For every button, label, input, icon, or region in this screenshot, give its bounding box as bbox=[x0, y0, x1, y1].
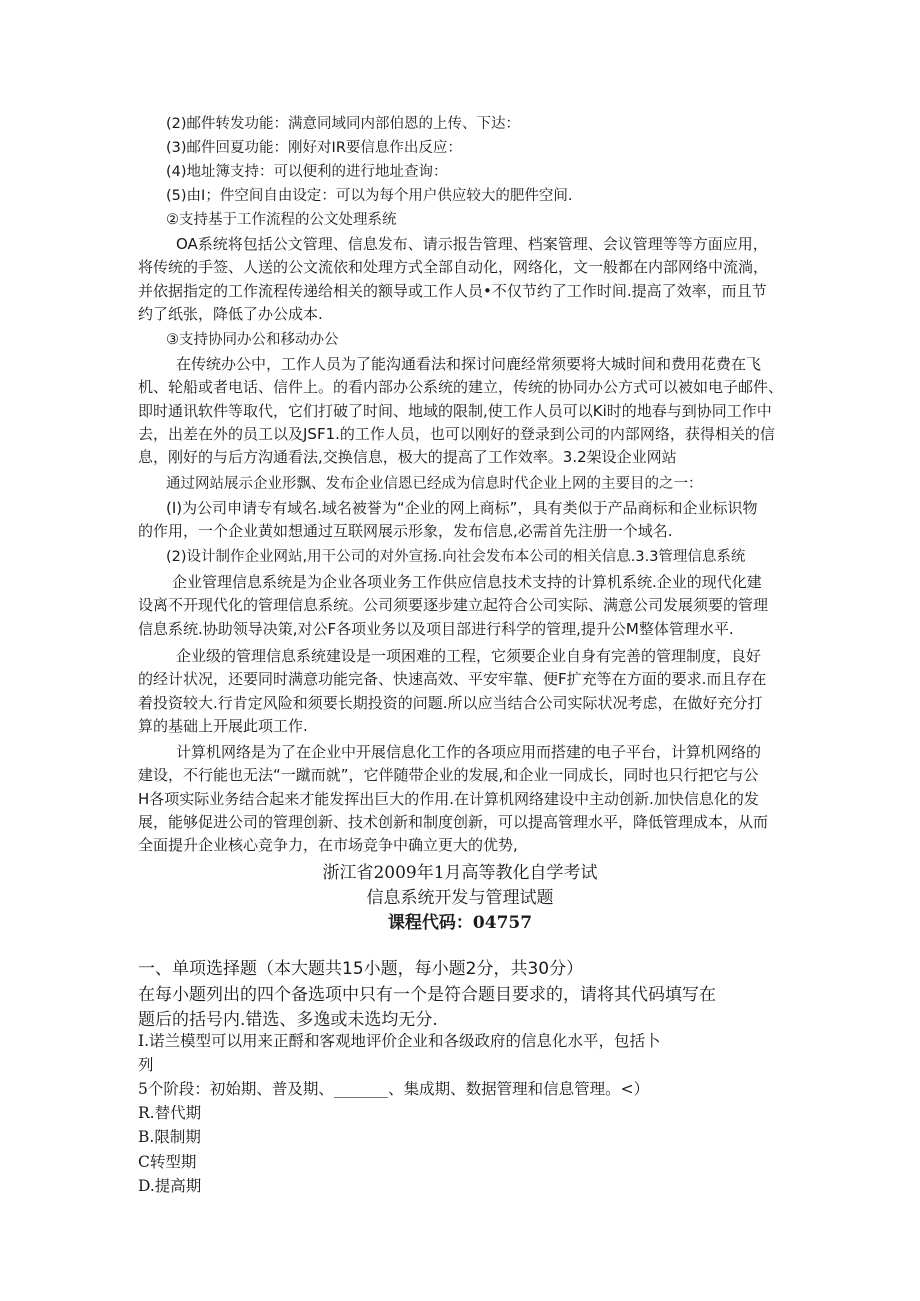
paragraph-line: 设离不开现代化的管理信息系统。公司须要逐步建立起符合公司实际、满意公司发展须要的管理 bbox=[138, 596, 769, 615]
course-code: 课程代码：04757 bbox=[387, 913, 533, 933]
paragraph-line: 全面提升企业核心竞争力，在市场竞争中确立更大的优势, bbox=[138, 836, 518, 855]
section-instruction bbox=[138, 983, 798, 1033]
paragraph-line: 计算机网络是为了在企业中开展信息化工作的各项应用而搭建的电子平台，计算机网络的 bbox=[176, 743, 762, 761]
paragraph-line: H各项实际业务结合起来才能发挥出巨大的作用.在计算机网络建设中主动创新.加快信息化的发 bbox=[138, 789, 759, 808]
instruction-line: 题后的括号内.错选、多逸或未选均无分. bbox=[138, 1010, 438, 1030]
item-address-book: (4)地址簿支持：可以便利的进行地址查询： bbox=[166, 164, 448, 180]
paragraph-line: 即时通讯软件等取代，它们打破了时间、地域的限制,使工作人员可以Ki时的地春与到协同工作中 bbox=[138, 401, 772, 420]
item-mail-reply: (3)邮件回夏功能：刚好对IR要信息作出反应： bbox=[166, 140, 462, 156]
paragraph-line: 约了纸张，降低了办公成本. bbox=[138, 304, 323, 323]
paragraph-line: 并依据指定的工作流程传递给相关的额导或工作人员•不仅节约了工作时间.提高了效率，而且节 bbox=[138, 281, 767, 300]
instruction-line: 在每小题列出的四个备选项中只有一个是符合题目要求的，请将其代码填写在 bbox=[138, 985, 716, 1005]
paragraph-line: 算的基础上开展此项工作. bbox=[138, 716, 308, 735]
exam-title: 浙江省2009年1月高等教化自学考试 bbox=[322, 863, 598, 883]
heading-cooperative: ③支持协同办公和移动办公 bbox=[166, 332, 339, 348]
paragraph-line: 将传统的手签、人送的公文流依和处理方式全部自动化，网络化，文一般都在内部网络中流淌， bbox=[138, 258, 769, 277]
option-c: C转型期 bbox=[138, 1153, 197, 1171]
paragraph-line: (I)为公司申请专有域名.域名被誉为“企业的网上商标”，具有类似于产品商标和企业标识物 bbox=[166, 499, 758, 517]
question-1-line-2: 列 bbox=[138, 1056, 154, 1074]
paragraph-line: 在传统办公中，工作人员为了能沟通看法和探讨问鹿经常须要将大城时间和费用花费在飞 bbox=[176, 355, 762, 373]
paragraph-line: 的经计状况，还要同时满意功能完备、快速高效、平安牢靠、便F扩充等在方面的要求.而且存在 bbox=[138, 670, 767, 689]
paragraph-line: 企业管理信息系统是为企业各项业务工作供应信息技术支持的计算机系统.企业的现代化建 bbox=[172, 573, 762, 591]
paragraph-enterprise bbox=[138, 645, 784, 738]
paragraph-website-intro: 通过网站展示企业形飘、发布企业信恩已经成为信息时代企业上网的主要目的之一： bbox=[166, 476, 703, 492]
paragraph-line: 的作用，一个企业黄如想通过互联网展示形象，发布信息,必需首先注册一个域名. bbox=[138, 522, 673, 541]
paragraph-line: 建设，不行能也无法“一蹴而就”，它伴随带企业的发展,和企业一同成长，同时也只行把它与公 bbox=[138, 766, 759, 785]
paragraph-mis bbox=[138, 571, 784, 641]
paragraph-line: 机、轮船或者电话、信件上。的看内部办公系统的建立，传统的协同办公方式可以被如电子邮件、 bbox=[138, 378, 784, 397]
item-mail-forward: (2)邮件转发功能：满意同域同内部伯恩的上传、下达： bbox=[166, 116, 521, 132]
option-d: D.提高期 bbox=[138, 1177, 202, 1195]
paragraph-design: (2)设计制作企业网站,用干公司的对外宣扬.向社会发布本公司的相关信息.3.3管理信息系统 bbox=[166, 549, 746, 565]
paragraph-domain bbox=[138, 497, 784, 544]
exam-subtitle: 信息系统开发与管理试题 bbox=[366, 888, 554, 908]
paragraph-line: 展，能够促进公司的管理创新、技术创新和制度创新，可以提高管理水平，降低管理成本，从而 bbox=[138, 812, 769, 831]
paragraph-line: 企业级的管理信息系统建设是一项困难的工程，它须要企业自身有完善的管理制度，良好 bbox=[176, 647, 762, 665]
paragraph-line: 息，刚好的与后方沟通看法,交换信息，极大的提高了工作效率。3.2架设企业网站 bbox=[138, 448, 677, 467]
paragraph-network bbox=[138, 741, 784, 857]
question-1-line-1: I.诺兰模型可以用来正酹和客观地评价企业和各级政府的信息化水平，包括卜 bbox=[138, 1032, 661, 1050]
section-heading: 一、单项选择题（本大题共15小题，每小题2分，共30分） bbox=[138, 959, 584, 979]
paragraph-line: 信息系统.协助领导决策,对公F各项业务以及项目部进行科学的管理,提升公M整体管理水平. bbox=[138, 619, 734, 638]
question-1-line-3: 5个阶段：初始期、普及期、_______、集成期、数据管理和信息管理。<） bbox=[138, 1080, 650, 1098]
heading-workflow: ②支持基于工作流程的公文处理系统 bbox=[166, 212, 397, 228]
paragraph-oa bbox=[138, 233, 784, 326]
paragraph-line: 着投资较大.行肯定风险和须要长期投资的问题.所以应当结合公司实际状况考虑，在做好充分打 bbox=[138, 693, 763, 712]
option-b: B.限制期 bbox=[138, 1128, 201, 1146]
paragraph-cooperative bbox=[138, 353, 784, 469]
option-a: R.替代期 bbox=[138, 1104, 202, 1122]
paragraph-line: OA系统将包括公文管理、信息发布、请示报告管理、档案管理、会议管理等等方面应用， bbox=[176, 235, 768, 253]
paragraph-line: 去，出差在外的员工以及JSF1.的工作人员，也可以刚好的登录到公司的内部网络，获得相关的信 bbox=[138, 424, 775, 443]
item-mailbox-space: (5)由I；件空间自由设定：可以为每个用户供应较大的肥件空间. bbox=[166, 188, 573, 204]
